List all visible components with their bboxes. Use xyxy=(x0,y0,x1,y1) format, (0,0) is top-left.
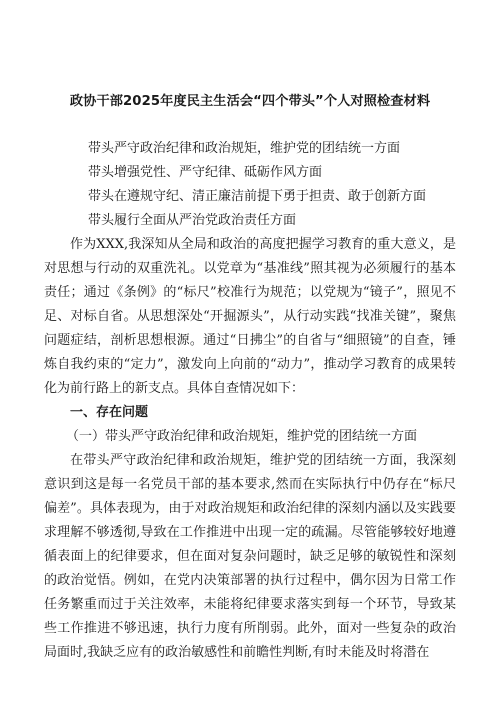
body-paragraph: 在带头严守政治纪律和政治规矩，维护党的团结统一方面，我深刻意识到这是每一名党员干部的基本要求,然而在实际执行中仍存在“标尺偏差”。具体表现为，由于对政治规矩和政治纪律的深刻内涵以及实践要求理解不够透彻,导致在工作推进中出现一定的疏漏。尽管能够较好地遵循表面上的纪律要求，但在面对复杂问题时，缺乏足够的敏锐性和深刻的政治觉悟。例如，在党内决策部署的执行过程中，偶尔因为日常工作任务繁重而过于关注效率，未能将纪律要求落实到每一个环节，导致某些工作推进不够迅速，执行力度有所削弱。此外，面对一些复杂的政治局面时,我缺乏应有的政治敏感性和前瞻性判断,有时未能及时将潜在 xyxy=(44,453,456,660)
outline-list xyxy=(44,137,456,233)
outline-item: 带头履行全面从严治党政治责任方面 xyxy=(88,213,297,228)
intro-paragraph: 作为XXX,我深知从全局和政治的高度把握学习教育的重大意义，是对思想与行动的双重洗礼。以党章为“基准线”照其视为必须履行的基本责任；通过《条例》的“标尺”校准行为规范；以党规为“镜子”，照见不足、对标自省。从思想深处“开掘源头”，从行动实践“找准关键”，聚焦问题症结，剖析思想根源。通过“日拂尘”的自省与“细照镜”的自查，锤炼自我约束的“定力”，激发向上向前的“动力”，推动学习教育的成果转化为前行路上的新支点。具体自查情况如下： xyxy=(44,237,456,396)
document-title: 政协干部2025年度民主生活会“四个带头”个人对照检查材料 xyxy=(69,94,431,109)
document-body xyxy=(44,233,456,665)
outline-item: 带头增强党性、严守纪律、砥砺作风方面 xyxy=(88,165,323,180)
subsection-heading: （一）带头严守政治纪律和政治规矩，维护党的团结统一方面 xyxy=(66,429,418,444)
section-heading: 一、存在问题 xyxy=(70,405,149,420)
outline-item: 带头严守政治纪律和政治规矩，维护党的团结统一方面 xyxy=(88,141,401,156)
outline-item: 带头在遵规守纪、清正廉洁前提下勇于担责、敢于创新方面 xyxy=(88,189,427,204)
